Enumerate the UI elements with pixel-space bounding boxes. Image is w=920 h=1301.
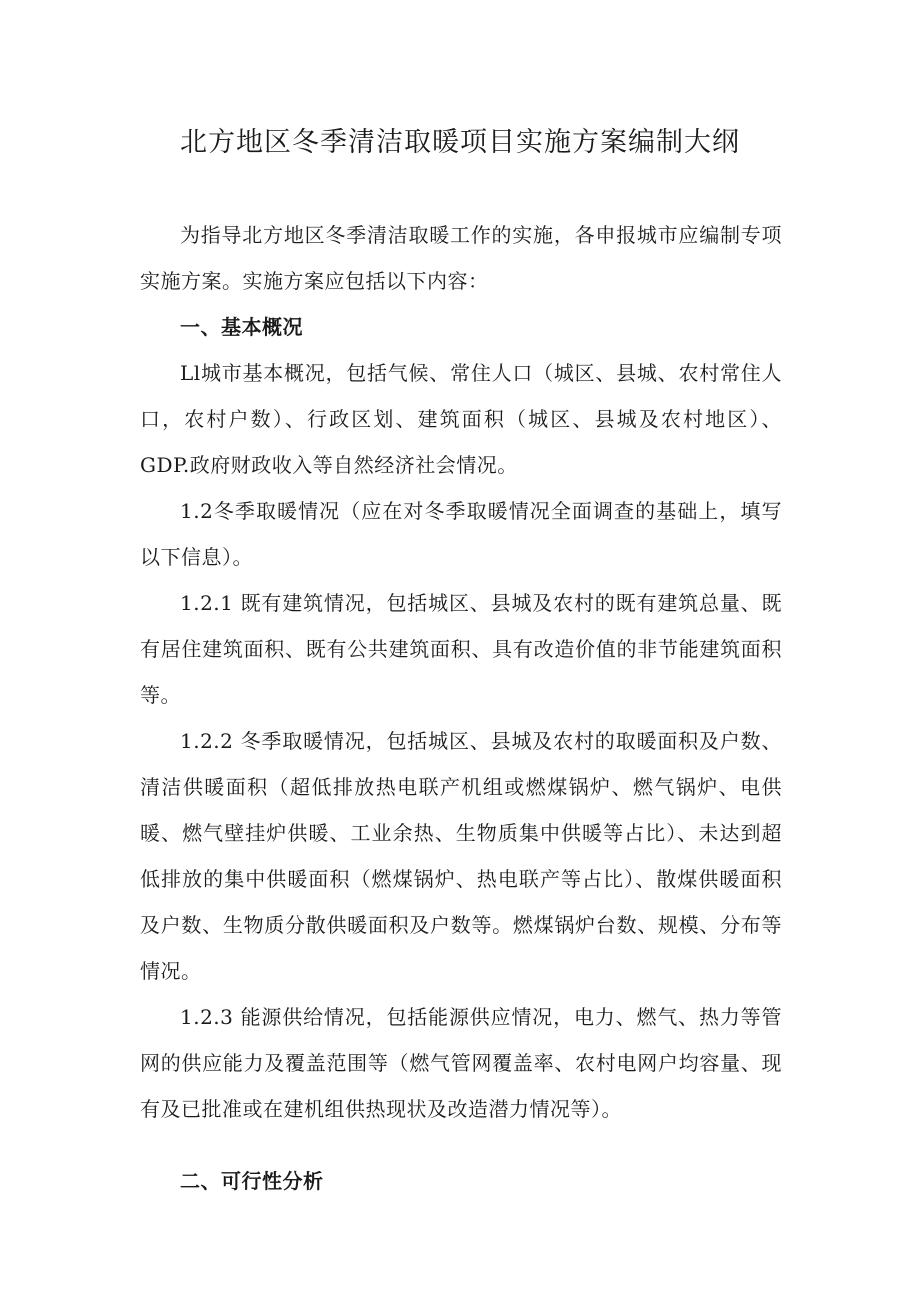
paragraph-1-1: Ll城市基本概况，包括气候、常住人口（城区、县城、农村常住人口，农村户数）、行政区划、建筑面积（城区、县城及农村地区）、GDP.政府财政收入等自然经济社会情况。 bbox=[140, 361, 782, 477]
paragraph-1-2-1: 1.2.1 既有建筑情况，包括城区、县城及农村的既有建筑总量、既有居住建筑面积、既有公共建筑面积、具有改造价值的非节能建筑面积等。 bbox=[140, 591, 782, 707]
paragraph-1-2-2: 1.2.2 冬季取暖情况，包括城区、县城及农村的取暖面积及户数、清洁供暖面积（超低排放热电联产机组或燃煤锅炉、燃气锅炉、电供暖、燃气壁挂炉供暖、工业余热、生物质集中供暖等占比）、未达到超低排放的集中供暖面积（燃煤锅炉、热电联产等占比）、散煤供暖面积及户数、生物质分散供暖面积及户数等。燃煤锅炉台数、规模、分布等情况。 bbox=[140, 729, 782, 983]
intro-paragraph: 为指导北方地区冬季清洁取暖工作的实施，各申报城市应编制专项实施方案。实施方案应包括以下内容： bbox=[140, 223, 782, 293]
paragraph-1-2-3: 1.2.3 能源供给情况，包括能源供应情况，电力、燃气、热力等管网的供应能力及覆盖范围等（燃气管网覆盖率、农村电网户均容量、现有及已批准或在建机组供热现状及改造潜力情况等）。 bbox=[140, 1005, 782, 1121]
document-body bbox=[140, 212, 782, 1204]
paragraph-1-2: 1.2冬季取暖情况（应在对冬季取暖情况全面调查的基础上，填写以下信息）。 bbox=[140, 499, 782, 569]
section-heading-feasibility: 二、可行性分析 bbox=[180, 1169, 324, 1193]
document-title: 北方地区冬季清洁取暖项目实施方案编制大纲 bbox=[180, 127, 740, 158]
section-heading-basic-overview: 一、基本概况 bbox=[180, 315, 303, 339]
